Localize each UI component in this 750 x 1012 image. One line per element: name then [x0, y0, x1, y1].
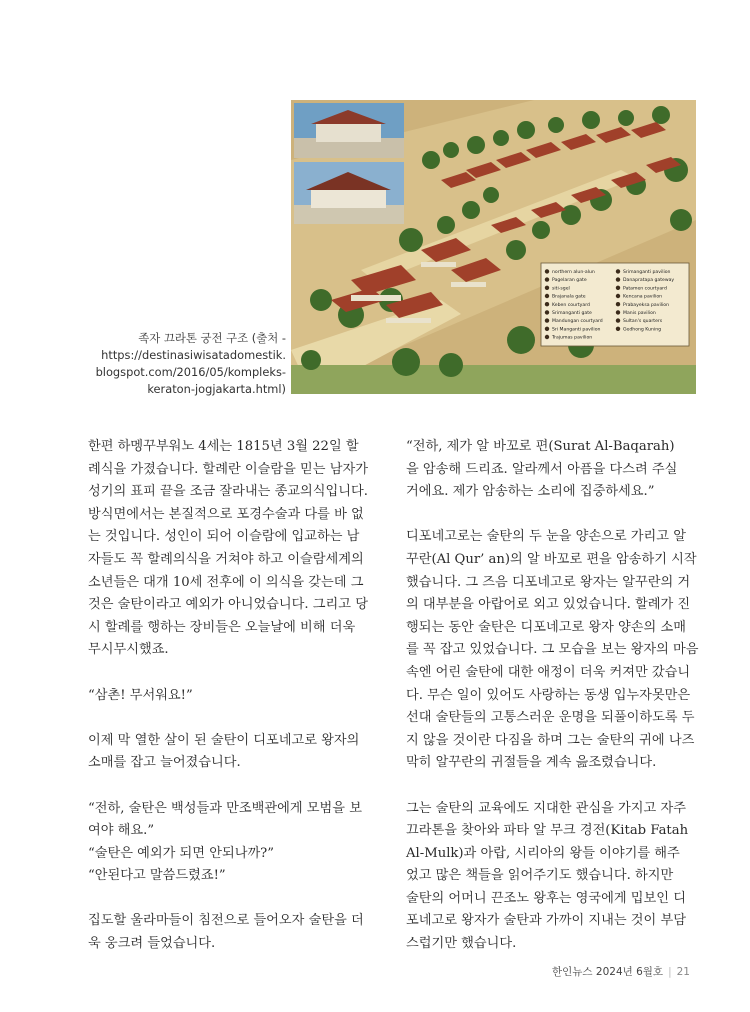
- text-line: 한편 하멩꾸부워노 4세는 1815년 3월 22일 할: [88, 439, 359, 454]
- caption-line: blogspot.com/2016/05/kompleks-: [95, 365, 286, 379]
- paragraph: [406, 798, 701, 956]
- legend-entry: Gedhong Kuning: [623, 327, 662, 333]
- text-line: 었고 많은 책들을 읽어주기도 했습니다. 하지만: [406, 868, 674, 884]
- text-line: 를 꼭 잡고 있었습니다. 그 모습을 보는 왕자의 마음: [406, 642, 699, 658]
- legend-entry: Sultan's quarters: [623, 319, 663, 325]
- text-line: 막히 알꾸란의 귀절들을 계속 읊조렸습니다.: [406, 755, 657, 771]
- text-line: 방식면에서는 본질적으로 포경수술과 다를 바 없: [88, 506, 364, 522]
- footer-separator: |: [668, 966, 672, 978]
- text-line: 성기의 표피 끝을 조금 잘라내는 종교의식입니다.: [88, 484, 368, 500]
- page-number: 21: [676, 966, 690, 978]
- paragraph-gap: [88, 707, 383, 730]
- legend-entry: Sri Manganti pavilion: [552, 327, 601, 333]
- caption-line: 족자 끄라톤 궁전 구조 (출처 -: [138, 331, 286, 345]
- text-line: 무시무시했죠.: [88, 642, 169, 658]
- legend-marker: [545, 327, 549, 331]
- caption-line: https://destinasiwisatadomestik.: [101, 348, 286, 362]
- text-line: 례식을 가졌습니다. 할례란 이슬람을 믿는 남자가: [88, 461, 368, 477]
- publication-name: 한인뉴스 2024년 6월호: [552, 966, 664, 978]
- text-line: 욱 웅크려 들었습니다.: [88, 936, 216, 952]
- paragraph-gap: [88, 662, 383, 685]
- text-line: 소매를 잡고 늘어졌습니다.: [88, 755, 241, 771]
- legend-marker: [545, 335, 549, 339]
- legend-marker: [545, 286, 549, 290]
- legend-marker: [545, 294, 549, 298]
- legend-marker: [545, 302, 549, 306]
- legend-entry: Prabayeksa pavilion: [623, 302, 669, 308]
- paragraph: [88, 685, 383, 708]
- paragraph: [88, 730, 383, 775]
- text-line: 소년들은 대개 10세 전후에 이 의식을 갖는데 그: [88, 574, 364, 590]
- legend-entry: Danapratapa gateway: [623, 278, 675, 284]
- article-column-right: [406, 436, 701, 956]
- legend-marker: [616, 294, 620, 298]
- legend-entry: northern alun-alun: [552, 270, 595, 275]
- text-line: 꾸란(Al Qur’ an)의 알 바꼬로 편을 암송하기 시작: [406, 551, 697, 567]
- legend-entry: Pagelaran gate: [552, 278, 587, 284]
- text-line: 거에요. 제가 암송하는 소리에 집중하세요.”: [406, 484, 655, 500]
- legend-marker: [616, 269, 620, 273]
- text-line: 집도할 울라마들이 침전으로 들어오자 술탄을 더: [88, 913, 364, 929]
- paragraph-gap: [406, 504, 701, 527]
- legend-marker: [616, 310, 620, 314]
- text-line: “삼촌! 무서워요!”: [88, 687, 193, 703]
- text-line: 그는 술탄의 교육에도 지대한 관심을 가지고 자주: [406, 800, 686, 816]
- text-line: 이제 막 열한 살이 된 술탄이 디포네고로 왕자의: [88, 732, 360, 748]
- legend-marker: [545, 277, 549, 281]
- text-line: 술탄의 어머니 끈조노 왕후는 영국에게 밉보인 디: [406, 890, 686, 906]
- text-line: 끄라톤을 찾아와 파타 알 무크 경전(Kitab Fatah: [406, 823, 689, 839]
- text-line: 시 할례를 행하는 장비들은 오늘날에 비해 더욱: [88, 619, 356, 635]
- text-line: 자들도 꼭 할례의식을 거쳐야 하고 이슬람세계의: [88, 551, 364, 567]
- text-line: 다. 무슨 일이 있어도 사랑하는 동생 입누자못만은: [406, 687, 691, 703]
- legend-entry: Patamen courtyard: [623, 286, 667, 292]
- text-line: 포네고로 왕자가 술탄과 가까이 지내는 것이 부담: [406, 913, 686, 929]
- legend-entry: Manis pavilion: [623, 311, 656, 316]
- text-line: 선대 술탄들의 고통스러운 운명을 되풀이하도록 두: [406, 710, 695, 726]
- palace-map-figure: [291, 100, 696, 394]
- text-line: 을 암송해 드리죠. 알라께서 아픔을 다스려 주실: [406, 461, 678, 477]
- text-line: 지 않을 것이란 다짐을 하며 그는 술탄의 귀에 나즈: [406, 732, 695, 748]
- figure-caption: [90, 330, 286, 398]
- legend-marker: [545, 310, 549, 314]
- paragraph-gap: [88, 888, 383, 911]
- legend-marker: [616, 286, 620, 290]
- text-line: 스럽기만 했습니다.: [406, 936, 517, 952]
- text-line: Al-Mulk)과 아랍, 시리아의 왕들 이야기를 해주: [406, 845, 680, 861]
- text-line: 속엔 어린 술탄에 대한 애정이 더욱 커져만 갔습니: [406, 664, 691, 680]
- text-line: 디포네고로는 술탄의 두 눈을 양손으로 가리고 알: [406, 529, 686, 545]
- legend-marker: [616, 277, 620, 281]
- legend-entry: Mandungan courtyard: [552, 319, 603, 325]
- text-line: 것은 술탄이라고 예외가 아니었습니다. 그리고 당: [88, 597, 368, 613]
- legend-entry: Kencana pavilion: [623, 294, 663, 300]
- legend-marker: [545, 318, 549, 322]
- text-line: 는 것입니다. 성인이 되어 이슬람에 입교하는 남: [88, 529, 360, 545]
- text-line: 여야 해요.”: [88, 823, 155, 839]
- legend-entry: Keben courtyard: [552, 302, 590, 308]
- legend-entry: Srimanganti pavilion: [623, 270, 671, 275]
- caption-line: keraton-jogjakarta.html): [147, 382, 286, 396]
- legend-marker: [545, 269, 549, 273]
- paragraph: [88, 910, 383, 955]
- legend-entry: siti-sgel: [552, 286, 570, 292]
- legend-marker: [616, 318, 620, 322]
- page-footer: [552, 964, 690, 979]
- legend-entry: Srimanganti gate: [552, 311, 592, 316]
- kraton-palace-illustration: [291, 100, 696, 394]
- paragraph: [88, 436, 383, 662]
- text-line: 의 대부분을 아랍어로 외고 있었습니다. 할례가 진: [406, 597, 691, 613]
- text-line: “전하, 술탄은 백성들과 만조백관에게 모범을 보: [88, 800, 362, 816]
- paragraph-gap: [406, 775, 701, 798]
- paragraph: [406, 436, 701, 504]
- text-line: 행되는 동안 술탄은 디포네고로 왕자 양손의 소매: [406, 619, 686, 635]
- text-line: “전하, 제가 알 바꼬로 편(Surat Al-Baqarah): [406, 439, 675, 454]
- legend-marker: [616, 327, 620, 331]
- text-line: “안된다고 말씀드렸죠!”: [88, 868, 226, 884]
- legend-entry: Trajumas pavilion: [552, 335, 593, 341]
- article-column-left: [88, 436, 383, 956]
- text-line: “술탄은 예외가 되면 안되나까?”: [88, 845, 274, 861]
- paragraph-gap: [88, 775, 383, 798]
- legend-entry: Brajanala gate: [552, 294, 586, 300]
- paragraph: [406, 526, 701, 775]
- text-line: 했습니다. 그 즈음 디포네고로 왕자는 알꾸란의 거: [406, 574, 691, 590]
- legend-marker: [616, 302, 620, 306]
- paragraph: [88, 798, 383, 888]
